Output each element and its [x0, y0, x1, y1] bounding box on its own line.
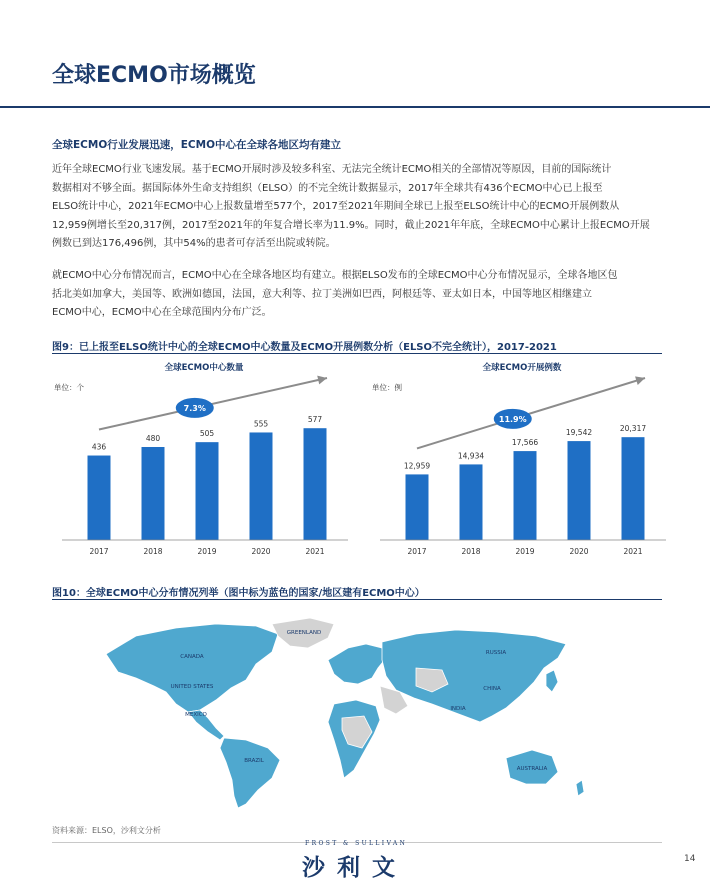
map-label: UNITED STATES [170, 684, 214, 690]
bar-2021 [304, 428, 327, 540]
category-label: 2019 [197, 547, 217, 556]
title-divider [0, 106, 710, 108]
figure10-divider [52, 599, 662, 600]
value-label: 12,959 [403, 461, 431, 471]
north-america-shape [106, 624, 278, 712]
value-label: 14,934 [457, 451, 485, 461]
paragraph-line: 数据相对不够全面。据国际体外生命支持组织（ELSO）的不完全统计数据显示，2017年全球共有436个ECMO中心已上报至 [52, 182, 603, 194]
map-label: GREENLAND [286, 630, 322, 636]
page-title: 全球ECMO市场概览 [52, 63, 256, 88]
value-label: 505 [199, 429, 215, 439]
paragraph-line: 就ECMO中心分布情况而言，ECMO中心在全球各地区均有建立。根据ELSO发布的全球ECMO中心分布情况显示，全球各地区包 [52, 270, 618, 281]
asia-shape [382, 630, 566, 722]
category-label: 2020 [569, 547, 589, 556]
source-note: 资料来源：ELSO，沙利文分析 [52, 826, 161, 835]
paragraph-1 [52, 161, 662, 254]
value-label: 19,542 [565, 428, 593, 438]
new-zealand-shape [576, 780, 584, 796]
category-label: 2017 [89, 547, 109, 556]
value-label: 555 [253, 419, 269, 429]
category-label: 2020 [251, 547, 271, 556]
paragraph-line: ECMO中心，ECMO中心在全球范围内分布广泛。 [52, 307, 272, 318]
bar-2020 [568, 441, 591, 540]
section-heading: 全球ECMO行业发展迅速，ECMO中心在全球各地区均有建立 [52, 139, 342, 151]
chart-ecmo-centers [52, 356, 352, 566]
bar-2018 [142, 447, 165, 540]
page-number: 14 [684, 854, 696, 864]
value-label: 436 [91, 442, 107, 452]
bar-2017 [406, 474, 429, 540]
chart-ecmo-cases [370, 356, 670, 566]
map-label: CANADA [180, 654, 204, 660]
paragraph-line: 例数已到达176,496例，其中54%的患者可存活至出院或转院。 [52, 238, 336, 249]
south-america-shape [220, 738, 280, 808]
chart-title: 全球ECMO开展例数 [482, 363, 562, 373]
paragraph-2 [52, 267, 662, 323]
bar-2019 [514, 451, 537, 540]
map-label: BRAZIL [244, 758, 264, 764]
value-label: 17,566 [511, 438, 539, 448]
bar-2021 [622, 437, 645, 540]
paragraph-line: 12,959例增长至20,317例，2017至2021年的年复合增长率为11.9%。同时，截止2021年年底，全球ECMO中心累计上报ECMO开展 [52, 219, 650, 231]
paragraph-line: 括北美如加拿大，美国等、欧洲如德国，法国，意大利等、拉丁美洲如巴西，阿根廷等、亚太如日本，中国等地区相继建立 [52, 288, 592, 300]
trend-arrow-line [99, 378, 327, 430]
category-label: 2019 [515, 547, 535, 556]
value-label: 480 [145, 434, 161, 443]
category-label: 2018 [143, 547, 163, 556]
map-label: RUSSIA [485, 650, 507, 656]
category-label: 2021 [623, 547, 643, 556]
japan-shape [546, 670, 558, 692]
category-label: 2018 [461, 547, 481, 556]
map-label: MEXICO [185, 712, 207, 718]
map-label: CHINA [483, 686, 501, 692]
paragraph-line: 近年全球ECMO行业飞速发展。基于ECMO开展时涉及较多科室、无法完全统计ECMO相关的全部情况等原因，目前的国际统计 [52, 164, 612, 175]
bar-2018 [460, 464, 483, 540]
logo-english: FROST & SULLIVAN [305, 840, 408, 847]
figure10-title: 图10：全球ECMO中心分布情况列举（图中标为蓝色的国家/地区建有ECMO中心） [52, 588, 425, 599]
trend-arrow-head [317, 376, 327, 385]
unit-label: 单位：个 [54, 383, 84, 392]
cagr-label: 11.9% [498, 414, 527, 424]
bar-2020 [250, 432, 273, 540]
map-label: INDIA [450, 706, 466, 712]
bar-2019 [196, 442, 219, 540]
logo-chinese: 沙利文 [302, 855, 407, 881]
world-map [96, 612, 616, 812]
cagr-label: 7.3% [183, 403, 206, 413]
value-label: 20,317 [619, 424, 647, 434]
category-label: 2021 [305, 547, 325, 556]
bar-2017 [88, 456, 111, 540]
map-label: AUSTRALIA [516, 766, 548, 772]
paragraph-line: ELSO统计中心，2021年ECMO中心上报数量增至577个，2017至2021年期间全球已上报至ELSO统计中心的ECMO开展例数从 [52, 201, 620, 212]
figure9-divider [52, 353, 662, 354]
value-label: 577 [307, 415, 323, 425]
europe-shape [328, 644, 386, 684]
unit-label: 单位：例 [372, 383, 402, 392]
chart-title: 全球ECMO中心数量 [164, 363, 244, 373]
figure9-title: 图9：已上报至ELSO统计中心的全球ECMO中心数量及ECMO开展例数分析（ELSO不完全统计），2017-2021 [52, 342, 557, 353]
category-label: 2017 [407, 547, 427, 556]
